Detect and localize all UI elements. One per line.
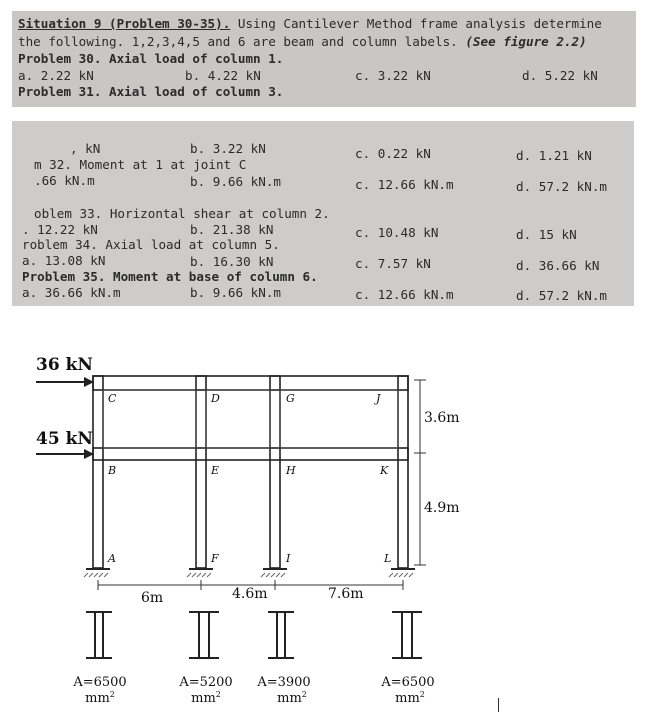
load-top-arrow xyxy=(36,377,94,387)
problem-32: m 32. Moment at 1 at joint C xyxy=(34,157,247,172)
problem-35: Problem 35. Moment at base of column 6. xyxy=(22,269,318,284)
frame-diagram xyxy=(0,340,647,714)
situation-label: Situation 9 (Problem 30-35). xyxy=(18,16,231,31)
joint-label-f: F xyxy=(211,552,219,565)
area-value-4: A=6500 xyxy=(381,675,435,690)
column-2 xyxy=(196,376,206,568)
section-icon-4 xyxy=(392,612,422,658)
p33-option-d: d. 15 kN xyxy=(516,227,577,242)
p31-option-a: , kN xyxy=(70,141,101,156)
situation-heading xyxy=(18,16,602,31)
floor-beam xyxy=(93,448,408,460)
problem-31: Problem 31. Axial load of column 3. xyxy=(18,84,284,99)
p34-option-a: a. 13.08 kN xyxy=(22,253,106,268)
p35-option-a: a. 36.66 kN.m xyxy=(22,285,121,300)
column-3 xyxy=(270,376,280,568)
p31-option-c: c. 0.22 kN xyxy=(355,146,431,161)
joint-label-i: I xyxy=(286,552,291,565)
span-label-3: 7.6m xyxy=(328,586,364,602)
p35-option-d: d. 57.2 kN.m xyxy=(516,288,607,303)
joint-label-l: L xyxy=(384,552,392,565)
joint-label-k: K xyxy=(380,464,389,477)
load-top-label: 36 kN xyxy=(36,355,93,375)
joint-label-a: A xyxy=(108,552,116,565)
problem-34: roblem 34. Axial load at column 5. xyxy=(22,237,280,252)
area-value-3: A=3900 xyxy=(257,675,311,690)
p32-option-d: d. 57.2 kN.m xyxy=(516,179,607,194)
frame-members xyxy=(93,376,408,568)
p35-option-b: b. 9.66 kN.m xyxy=(190,285,281,300)
figure-reference: (See figure 2.2) xyxy=(465,34,587,49)
joint-label-c: C xyxy=(108,392,117,405)
vertical-dimension-lines xyxy=(414,380,426,565)
p31-option-d: d. 1.21 kN xyxy=(516,148,592,163)
problem-photo-middle xyxy=(12,121,634,306)
support-hatching xyxy=(84,573,413,577)
area-value-2: A=5200 xyxy=(179,675,233,690)
area-unit-4: $mm^2$ xyxy=(395,690,425,706)
span-label-1: 6m xyxy=(141,590,164,606)
load-mid-arrow xyxy=(36,449,94,459)
p34-option-c: c. 7.57 kN xyxy=(355,256,431,271)
situation-text: Using Cantilever Method frame analysis determine xyxy=(230,16,602,31)
height-lower-label: 4.9m xyxy=(424,500,460,516)
section-icon-1 xyxy=(86,612,112,658)
p32-option-c: c. 12.66 kN.m xyxy=(355,177,454,192)
column-4 xyxy=(398,376,408,568)
p33-option-b: b. 21.38 kN xyxy=(190,222,274,237)
load-mid-label: 45 kN xyxy=(36,429,93,449)
p34-option-b: b. 16.30 kN xyxy=(190,254,274,269)
joint-label-b: B xyxy=(108,464,117,477)
p32-option-b: b. 9.66 kN.m xyxy=(190,174,281,189)
p33-option-a: . 12.22 kN xyxy=(22,222,98,237)
joint-label-h: H xyxy=(286,464,296,477)
section-icon-2 xyxy=(189,612,219,658)
problem-30: Problem 30. Axial load of column 1. xyxy=(18,51,284,66)
p31-option-b: b. 3.22 kN xyxy=(190,141,266,156)
p33-option-c: c. 10.48 kN xyxy=(355,225,439,240)
section-icon-3 xyxy=(268,612,294,658)
frame-figure xyxy=(0,340,647,714)
roof-beam xyxy=(93,376,408,390)
p32-option-a: .66 kN.m xyxy=(34,173,95,188)
joint-label-g: G xyxy=(286,392,295,405)
column-1 xyxy=(93,376,103,568)
p34-option-d: d. 36.66 kN xyxy=(516,258,600,273)
text-cursor xyxy=(498,698,499,712)
joint-label-d: D xyxy=(211,392,220,405)
area-unit-1: $mm^2$ xyxy=(85,690,115,706)
joint-label-j: J xyxy=(376,392,381,405)
problem-photo-top xyxy=(12,11,636,107)
panel-outlines xyxy=(103,390,398,448)
p35-option-c: c. 12.66 kN.m xyxy=(355,287,454,302)
area-value-1: A=6500 xyxy=(73,675,127,690)
problem-33: oblem 33. Horizontal shear at column 2. xyxy=(34,206,330,221)
span-label-2: 4.6m xyxy=(232,586,268,602)
instruction-text: the following. 1,2,3,4,5 and 6 are beam and column labels. xyxy=(18,34,466,49)
area-unit-3: $mm^2$ xyxy=(277,690,307,706)
area-unit-2: $mm^2$ xyxy=(191,690,221,706)
instruction-line xyxy=(18,34,587,49)
joint-label-e: E xyxy=(211,464,220,477)
p30-option-b: b. 4.22 kN xyxy=(185,68,261,83)
p30-option-c: c. 3.22 kN xyxy=(355,68,431,83)
p30-option-d: d. 5.22 kN xyxy=(522,68,598,83)
section-symbols xyxy=(86,612,422,658)
p30-option-a: a. 2.22 kN xyxy=(18,68,94,83)
height-upper-label: 3.6m xyxy=(424,410,460,426)
